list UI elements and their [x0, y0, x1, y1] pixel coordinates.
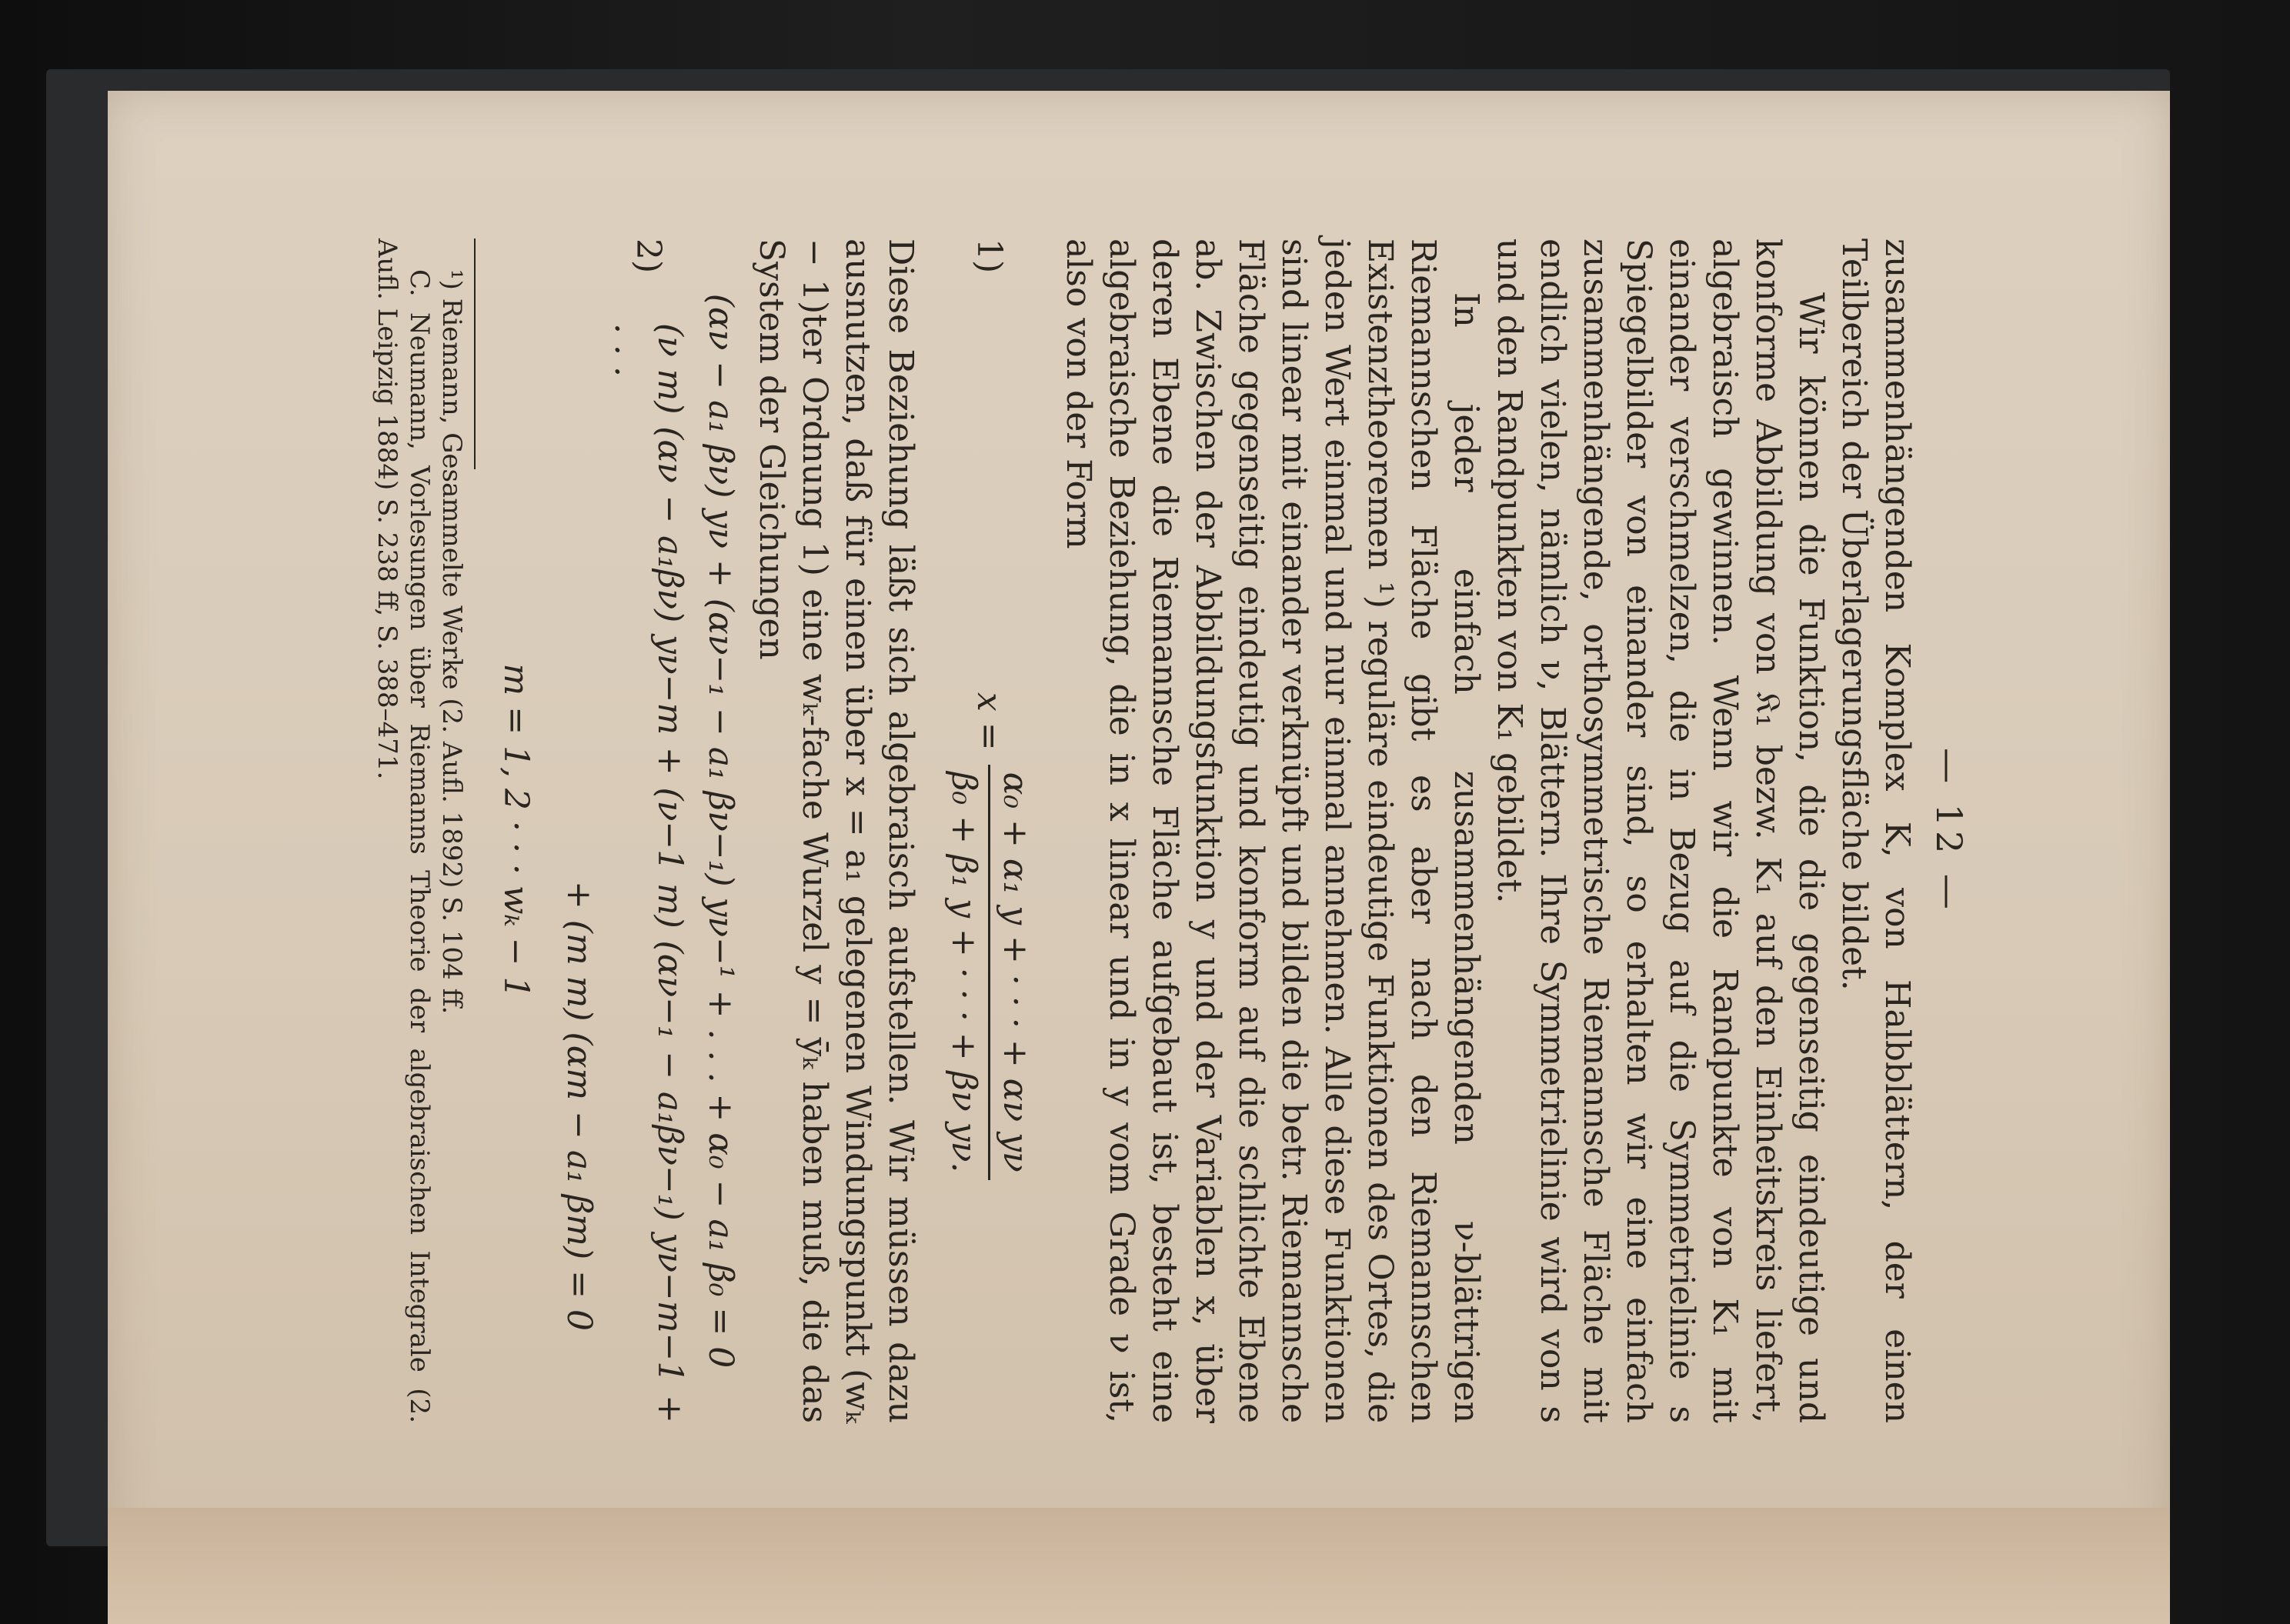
paragraph-2: Wir können die Funktion, die die gegenseitig eindeutige und konforme Abbildung von 𝔎₁ bezw. K₁ auf den Einheitskreis liefert, algebraisch gewinnen. Wenn wir die Randpunkte von K₁ mit einander verschmelzen, die in Bezug auf die Symmetrielinie s Spiegelbilder von einander sind, so erhalten wir eine einfach zusammenhängende, orthosymmetrische Riemannsche Fläche mit endlich vielen, nämlich ν, Blättern. Ihre Symmetrielinie wird von s und den Randpunkten von K₁ gebildet. — [1490, 238, 1831, 1423]
equation-2-line-2: + (m m) (αm − a₁ βm) = 0 — [559, 880, 599, 1331]
equation-1-lhs: x = — [970, 692, 1010, 751]
next-page-edge — [108, 1508, 2170, 1624]
equation-2-line-1: (ν m) (αν − a₁βν) yν−m + (ν−1 m) (αν−₁ − a₁βν−₁) yν−m−1 + . . . — [607, 323, 689, 1423]
equation-1-number: 1) — [970, 238, 1010, 274]
equation-2 — [605, 238, 691, 1423]
equation-2-number: 2) — [629, 238, 668, 274]
equation-system-line: (αν − a₁ βν) yν + (αν−₁ − a₁ βν−₁) yν−¹ + . . . + α₀ − a₁ β₀ = 0 — [701, 293, 740, 1369]
footnote-divider — [474, 238, 476, 469]
page-header: — 12 — — [1928, 748, 1970, 914]
paragraph-1: zusammenhängenden Komplex K, von Halbblättern, der einen Teilbereich der Überlagerungsfläche bildet. — [1834, 238, 1917, 1423]
equation-1-numerator: α₀ + α₁ y + · · · + αν yν — [988, 765, 1037, 1180]
equation-1 — [942, 238, 1037, 1423]
paragraph-3: In jeder einfach zusammenhängenden ν-blättrigen Riemannschen Fläche gibt es aber nach den Riemannschen Existenztheoremen ¹) reguläre eindeutige Funktionen des Ortes, die jeden Wert einmal und nur einmal annehmen. Alle diese Funktionen sind linear mit einander verknüpft und bilden die betr. Riemannsche Fläche gegenseitig eindeutig und konform auf die schlichte Ebene ab. Zwischen der Abbildungsfunktion y und der Variablen x, über deren Ebene die Riemannsche Fläche aufgebaut ist, besteht eine algebraische Beziehung, die in x linear und in y vom Grade ν ist, also von der Form — [1059, 238, 1486, 1423]
paragraph-4: Diese Beziehung läßt sich algebraisch aufstellen. Wir müssen dazu ausnutzen, daß für einen über x = a₁ gelegenen Windungspunkt (wₖ − 1)ter Ordnung 1) eine wₖ-fache Wurzel y = ȳₖ haben muß, die das System der Gleichungen — [752, 238, 920, 1423]
equation-1-denominator: β₀ + β₁ y + · · · + βν yν. — [944, 772, 983, 1173]
footnote-2: C. Neumann, Vorlesungen über Riemanns Theorie der algebraischen Integrale (2. Aufl. Leipzig 1884) S. 238 ff, S. 388–471. — [372, 238, 435, 1423]
page-text-block — [316, 238, 1971, 1423]
equation-2-line-3: m = 1, 2 · · · wₖ − 1 — [496, 663, 536, 999]
equation-1-fraction — [942, 765, 1037, 1180]
footnote-1: ¹) Riemann, Gesammelte Werke (2. Aufl. 1892) S. 104 ff. — [436, 269, 467, 1015]
